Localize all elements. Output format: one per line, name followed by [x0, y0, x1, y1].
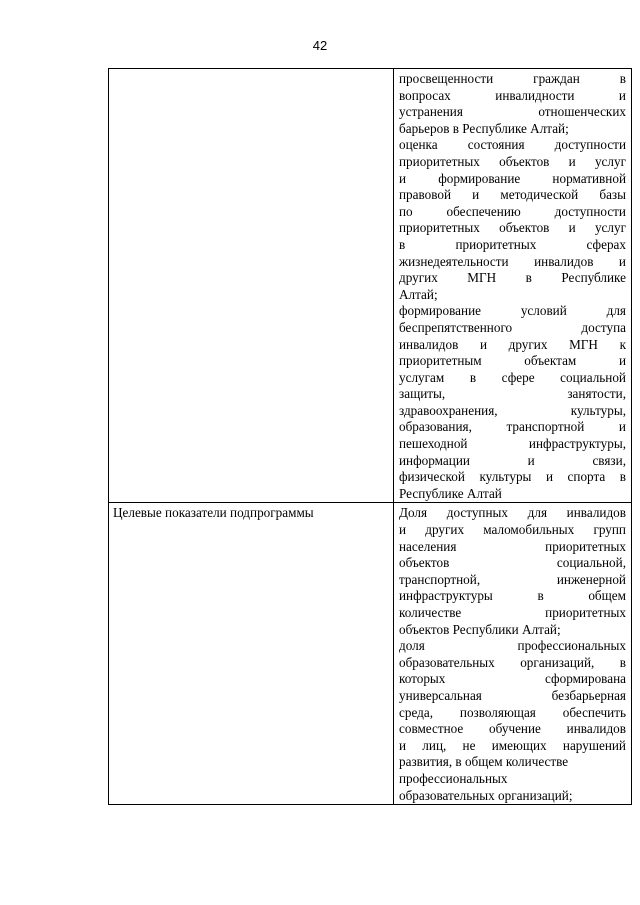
text-line: устранения отношенческих — [399, 104, 626, 120]
text-line: приоритетных объектов и услуг — [399, 220, 626, 236]
text-line: здравоохранения, культуры, — [399, 402, 626, 418]
text-line: приоритетным объектам и — [399, 353, 626, 369]
table-row — [109, 503, 632, 805]
table-row — [109, 69, 632, 503]
text-line: и формирование нормативной — [399, 170, 626, 186]
row-label-cell: Целевые показатели подпрограммы — [109, 503, 394, 805]
text-line: объектов социальной, — [399, 555, 626, 571]
text-line: в приоритетных сферах — [399, 236, 626, 252]
row-content-cell — [394, 503, 632, 805]
text-line: пешеходной инфраструктуры, — [399, 436, 626, 452]
text-line: Доля доступных для инвалидов — [399, 505, 626, 521]
text-line: Алтай; — [399, 286, 438, 302]
text-line: и других маломобильных групп — [399, 522, 626, 538]
text-line: беспрепятственного доступа — [399, 319, 626, 335]
text-line: инвалидов и других МГН к — [399, 336, 626, 352]
text-line: образования, транспортной и — [399, 419, 626, 435]
text-line: физической культуры и спорта в — [399, 469, 626, 485]
text-line: количестве приоритетных — [399, 605, 626, 620]
row-content-cell — [394, 69, 632, 503]
text-line: развития, в общем количестве — [399, 754, 569, 770]
text-line: профессиональных — [399, 770, 508, 786]
text-line: объектов Республики Алтай; — [399, 621, 561, 637]
text-line: вопросах инвалидности и — [399, 87, 626, 103]
page-number: 42 — [312, 38, 328, 53]
text-line: формирование условий для — [399, 303, 626, 319]
text-line: защиты, занятости, — [399, 386, 626, 402]
text-line: информации и связи, — [399, 452, 626, 468]
text-line: совместное обучение инвалидов — [399, 721, 626, 737]
text-line: правовой и методической базы — [399, 187, 626, 203]
text-line: оценка состояния доступности — [399, 137, 626, 153]
text-line: просвещенности граждан в — [399, 71, 626, 86]
text-line: доля профессиональных — [399, 638, 626, 654]
subprogram-passport-table — [108, 68, 632, 805]
text-line: образовательных организаций, в — [399, 654, 626, 670]
text-line: населения приоритетных — [399, 538, 626, 554]
text-line: жизнедеятельности инвалидов и — [399, 253, 626, 269]
text-line: которых сформирована — [399, 671, 626, 687]
content-lines — [399, 505, 626, 804]
text-line: услугам в сфере социальной — [399, 369, 626, 385]
content-lines — [399, 71, 626, 502]
text-line: барьеров в Республике Алтай; — [399, 120, 569, 136]
text-line: и лиц, не имеющих нарушений — [399, 737, 626, 753]
row-label-cell — [109, 69, 394, 503]
text-line: других МГН в Республике — [399, 270, 626, 286]
text-line: Республике Алтай — [399, 485, 502, 501]
text-line: транспортной, инженерной — [399, 571, 626, 587]
text-line: приоритетных объектов и услуг — [399, 153, 626, 169]
text-line: универсальная безбарьерная — [399, 687, 626, 703]
text-line: инфраструктуры в общем — [399, 588, 626, 604]
text-line: образовательных организаций; — [399, 787, 573, 803]
text-line: по обеспечению доступности — [399, 203, 626, 219]
text-line: среда, позволяющая обеспечить — [399, 704, 626, 720]
